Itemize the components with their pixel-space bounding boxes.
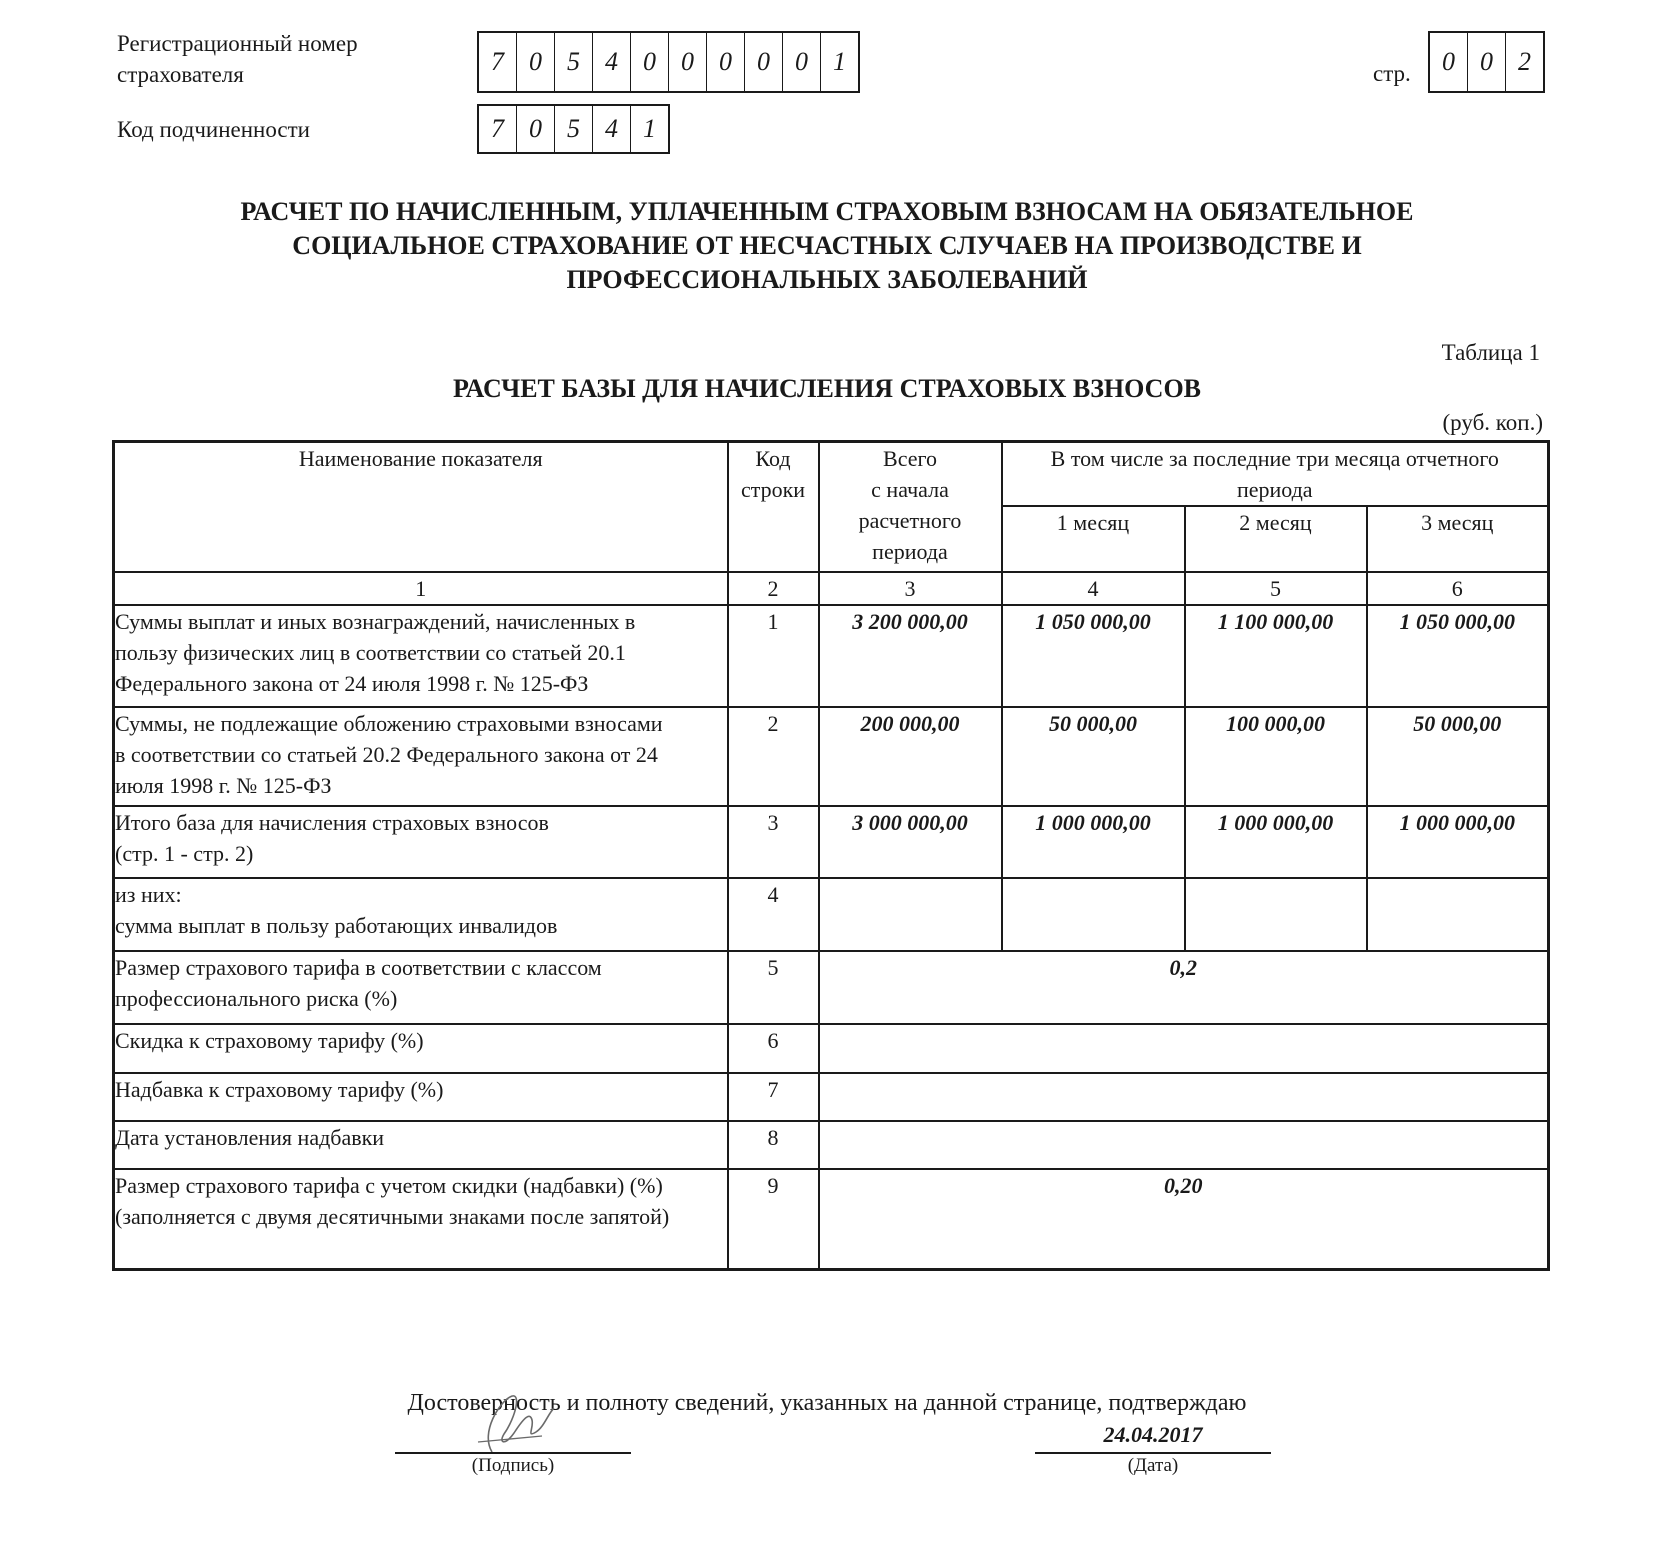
row-month3 [1367, 878, 1549, 951]
row-value [819, 1121, 1549, 1169]
reg-digit: 7 [479, 33, 517, 91]
col-header-month1: 1 месяц [1002, 506, 1185, 572]
page-digit: 0 [1468, 33, 1506, 91]
date-caption: (Дата) [1127, 1455, 1179, 1476]
table-row [114, 707, 1549, 806]
sub-digit: 5 [555, 106, 593, 152]
page-label: стр. [1373, 61, 1411, 86]
col-header-last3: В том числе за последние три месяца отчетного периода [1002, 442, 1549, 507]
row-month1: 1 050 000,00 [1002, 605, 1185, 707]
col-number: 6 [1367, 572, 1549, 605]
sub-code-label: Код подчиненности [117, 117, 310, 142]
table-row [114, 1073, 1549, 1121]
row-code: 1 [728, 605, 819, 707]
row-total: 200 000,00 [819, 707, 1002, 806]
row-name: Надбавка к страховому тарифу (%) [114, 1073, 728, 1121]
row-name: Дата установления надбавки [114, 1121, 728, 1169]
row-month2: 100 000,00 [1185, 707, 1367, 806]
reg-digit: 0 [669, 33, 707, 91]
date-value: 24.04.2017 [1103, 1422, 1203, 1447]
col-number: 3 [819, 572, 1002, 605]
table-row [114, 1169, 1549, 1269]
reg-digit: 1 [833, 47, 846, 76]
confirmation-text: Достоверность и полноту сведений, указанных на данной странице, подтверждаю [407, 1390, 1247, 1416]
col-header-month2: 2 месяц [1185, 506, 1367, 572]
sub-digit: 0 [517, 106, 555, 152]
sub-digit: 4 [593, 106, 631, 152]
base-calculation-table [112, 440, 1550, 1271]
row-month1 [1002, 878, 1185, 951]
page-number-cells [1428, 31, 1545, 93]
table-row [114, 878, 1549, 951]
row-code: 7 [728, 1073, 819, 1121]
column-number-row [114, 572, 1549, 605]
reg-digit: 0 [783, 33, 821, 91]
page-digit: 2 [1518, 47, 1531, 76]
row-total: 3 200 000,00 [819, 605, 1002, 707]
table-row [114, 1121, 1549, 1169]
row-month1: 1 000 000,00 [1002, 806, 1185, 878]
row-total: 3 000 000,00 [819, 806, 1002, 878]
reg-digit: 5 [555, 33, 593, 91]
row-value: 0,20 [819, 1169, 1549, 1269]
col-number: 5 [1185, 572, 1367, 605]
row-value [819, 1073, 1549, 1121]
signature-line [395, 1452, 631, 1454]
row-value [819, 1024, 1549, 1073]
page-digit: 0 [1430, 33, 1468, 91]
row-code: 4 [728, 878, 819, 951]
table-subtitle: РАСЧЕТ БАЗЫ ДЛЯ НАЧИСЛЕНИЯ СТРАХОВЫХ ВЗНОСОВ [452, 374, 1202, 403]
col-header-month3: 3 месяц [1367, 506, 1549, 572]
table-row [114, 1024, 1549, 1073]
row-code: 2 [728, 707, 819, 806]
row-name: Размер страхового тарифа с учетом скидки (надбавки) (%) (заполняется с двумя десятичными знаками после запятой) [114, 1169, 728, 1269]
col-header-code: Код строки [728, 442, 819, 573]
row-name: Размер страхового тарифа в соответствии с классом профессионального риска (%) [114, 951, 728, 1024]
row-month1: 50 000,00 [1002, 707, 1185, 806]
sub-digit: 7 [479, 106, 517, 152]
row-month3: 1 050 000,00 [1367, 605, 1549, 707]
row-code: 8 [728, 1121, 819, 1169]
row-code: 3 [728, 806, 819, 878]
table-row [114, 605, 1549, 707]
units-note: (руб. коп.) [1442, 410, 1543, 435]
row-month3: 50 000,00 [1367, 707, 1549, 806]
row-code: 6 [728, 1024, 819, 1073]
reg-digit: 0 [745, 33, 783, 91]
table-row [114, 951, 1549, 1024]
row-month2 [1185, 878, 1367, 951]
reg-digit: 0 [707, 33, 745, 91]
row-month3: 1 000 000,00 [1367, 806, 1549, 878]
date-line [1035, 1452, 1271, 1454]
reg-number-label: Регистрационный номер страхователя [117, 31, 358, 87]
header-row [114, 442, 1549, 507]
row-value: 0,2 [819, 951, 1549, 1024]
reg-number-cells [477, 31, 860, 93]
col-number: 2 [728, 572, 819, 605]
col-header-total: Всего с начала расчетного периода [819, 442, 1002, 573]
row-month2: 1 000 000,00 [1185, 806, 1367, 878]
col-header-name: Наименование показателя [114, 442, 728, 573]
table-label: Таблица 1 [1441, 340, 1540, 365]
row-month2: 1 100 000,00 [1185, 605, 1367, 707]
row-name: Скидка к страховому тарифу (%) [114, 1024, 728, 1073]
reg-digit: 0 [631, 33, 669, 91]
col-number: 4 [1002, 572, 1185, 605]
reg-digit: 4 [593, 33, 631, 91]
row-total [819, 878, 1002, 951]
signature-caption: (Подпись) [471, 1455, 555, 1476]
page-title: РАСЧЕТ ПО НАЧИСЛЕННЫМ, УПЛАЧЕННЫМ СТРАХОВЫМ ВЗНОСАМ НА ОБЯЗАТЕЛЬНОЕ СОЦИАЛЬНОЕ СТРАХОВАНИЕ ОТ НЕСЧАСТНЫХ СЛУЧАЕВ НА ПРОИЗВОДСТВЕ И ПРОФЕССИОНАЛЬНЫХ ЗАБОЛЕВАНИЙ [240, 197, 1414, 294]
col-number: 1 [114, 572, 728, 605]
row-code: 9 [728, 1169, 819, 1269]
sub-digit: 1 [643, 114, 656, 143]
row-code: 5 [728, 951, 819, 1024]
row-name: Итого база для начисления страховых взносов (стр. 1 - стр. 2) [114, 806, 728, 878]
reg-digit: 0 [517, 33, 555, 91]
row-name: из них: сумма выплат в пользу работающих инвалидов [114, 878, 728, 951]
sub-code-cells [477, 104, 670, 154]
row-name: Суммы выплат и иных вознаграждений, начисленных в пользу физических лиц в соответствии со статьей 20.1 Федерального закона от 24 июля 1998 г. № 125-ФЗ [114, 605, 728, 707]
row-name: Суммы, не подлежащие обложению страховыми взносами в соответствии со статьей 20.2 Федерального закона от 24 июля 1998 г. № 125-ФЗ [114, 707, 728, 806]
table-row [114, 806, 1549, 878]
